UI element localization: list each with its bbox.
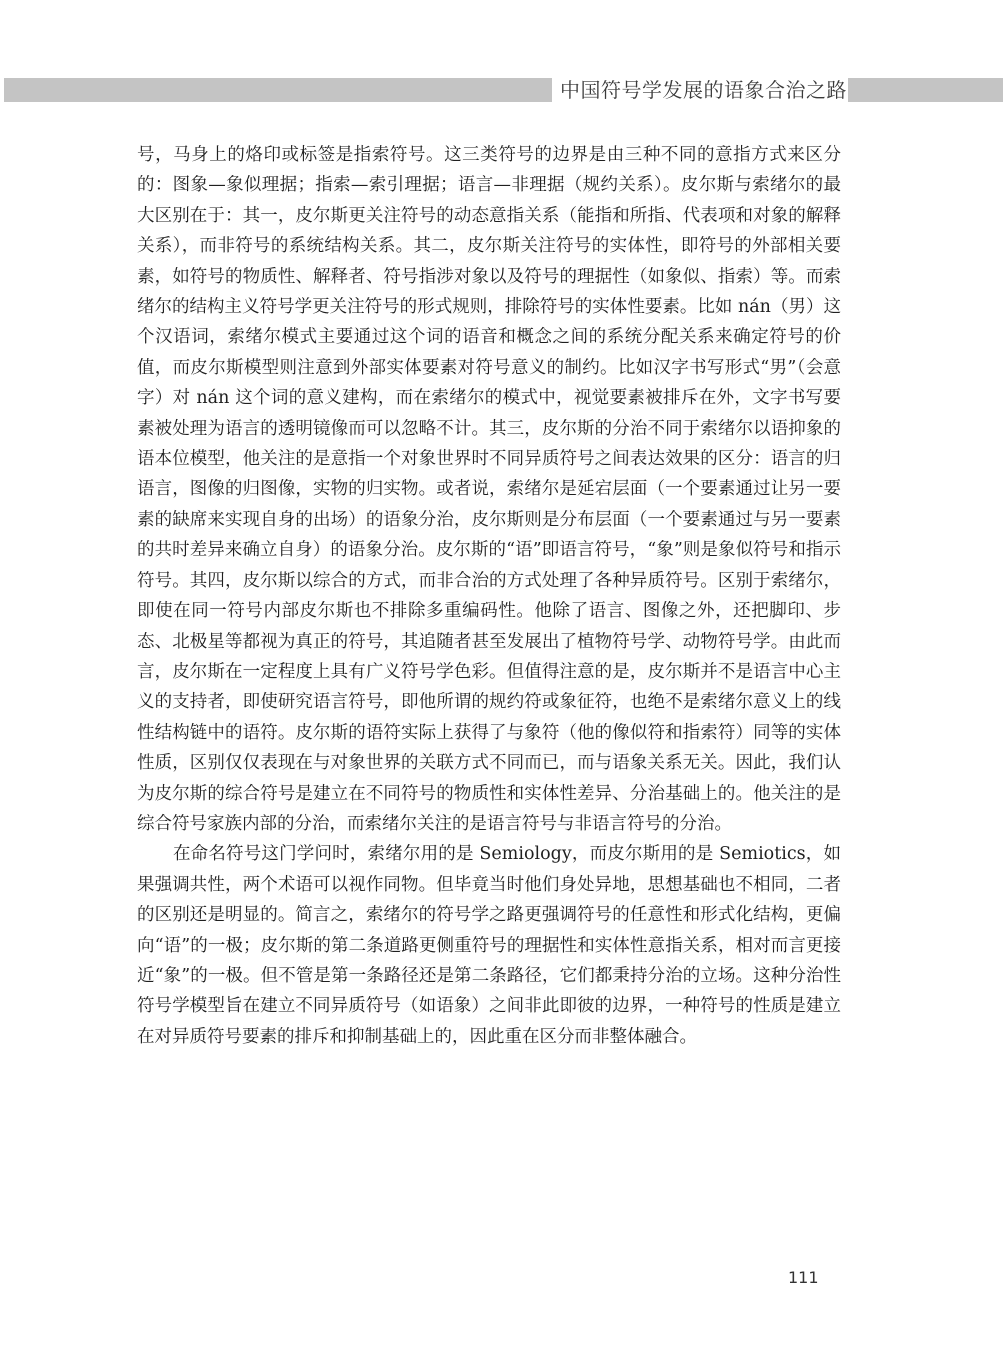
running-header-title: 中国符号学发展的语象合治之路 <box>560 78 847 102</box>
body-paragraph: 号，马身上的烙印或标签是指索符号。这三类符号的边界是由三种不同的意指方式来区分的：图象—象似理据；指索—索引理据；语言—非理据（规约关系）。皮尔斯与索绪尔的最大区别在于：其一，皮尔斯更关注符号的动态意指关系（能指和所指、代表项和对象的解释关系），而非符号的系统结构关系。其二，皮尔斯关注符号的实体性，即符号的外部相关要素，如符号的物质性、解释者、符号指涉对象以及符号的理据性（如象似、指索）等。而索绪尔的结构主义符号学更关注符号的形式规则，排除符号的实体性要素。比如 nán（男）这个汉语词，索绪尔模式主要通过这个词的语音和概念之间的系统分配关系来确定符号的价值，而皮尔斯模型则注意到外部实体要素对符号意义的制约。比如汉字书写形式“男”（会意字）对 nán 这个词的意义建构，而在索绪尔的模式中，视觉要素被排斥在外，文字书写要素被处理为语言的透明镜像而可以忽略不计。其三，皮尔斯的分治不同于索绪尔以语抑象的语本位模型，他关注的是意指一个对象世界时不同异质符号之间表达效果的区分：语言的归语言，图像的归图像，实物的归实物。或者说，索绪尔是延宕层面（一个要素通过让另一要素的缺席来实现自身的出场）的语象分治，皮尔斯则是分布层面（一个要素通过与另一要素的共时差异来确立自身）的语象分治。皮尔斯的“语”即语言符号，“象”则是象似符号和指示符号。其四，皮尔斯以综合的方式，而非合治的方式处理了各种异质符号。区别于索绪尔，即使在同一符号内部皮尔斯也不排除多重编码性。他除了语言、图像之外，还把脚印、步态、北极星等都视为真正的符号，其追随者甚至发展出了植物符号学、动物符号学。由此而言，皮尔斯在一定程度上具有广义符号学色彩。但值得注意的是，皮尔斯并不是语言中心主义的支持者，即使研究语言符号，即他所谓的规约符或象征符，也绝不是索绪尔意义上的线性结构链中的语符。皮尔斯的语符实际上获得了与象符（他的像似符和指索符）同等的实体性质，区别仅仅表现在与对象世界的关联方式不同而已，而与语象关系无关。因此，我们认为皮尔斯的综合符号是建立在不同符号的物质性和实体性差异、分治基础上的。他关注的是综合符号家族内部的分治，而索绪尔关注的是语言符号与非语言符号的分治。 <box>137 145 841 834</box>
header-rule-right <box>848 78 1003 102</box>
body-paragraph: 在命名符号这门学问时，索绪尔用的是 Semiology，而皮尔斯用的是 Semiotics，如果强调共性，两个术语可以视作同物。但毕竟当时他们身处异地，思想基础也不相同，二者的区别还是明显的。简言之，索绪尔的符号学之路更强调符号的任意性和形式化结构，更偏向“语”的一极；皮尔斯的第二条道路更侧重符号的理据性和实体性意指关系，相对而言更接近“象”的一极。但不管是第一条路径还是第二条路径，它们都秉持分治的立场。这种分治性符号学模型旨在建立不同异质符号（如语象）之间非此即彼的边界，一种符号的性质是建立在对异质符号要素的排斥和抑制基础上的，因此重在区分而非整体融合。 <box>137 844 841 1047</box>
header-rule-left <box>4 78 552 102</box>
main-text-column <box>137 140 841 1052</box>
page-number: 111 <box>788 1268 819 1287</box>
running-header <box>0 78 1003 102</box>
